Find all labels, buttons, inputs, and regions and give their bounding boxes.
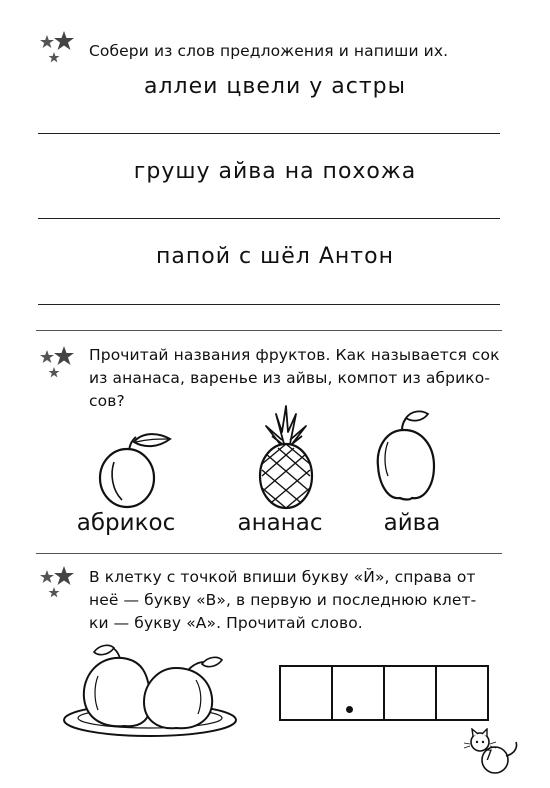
letter-cell-1[interactable] bbox=[281, 667, 333, 719]
letter-cell-4[interactable] bbox=[437, 667, 487, 719]
task2-instruction-line3: сов? bbox=[89, 392, 125, 410]
answer-line-1[interactable] bbox=[38, 133, 500, 134]
task1-instruction: Собери из слов предложения и напиши их. bbox=[89, 42, 449, 60]
task3-instruction-line2: неё — букву «В», в первую и последнюю клет- bbox=[89, 591, 477, 609]
stars-icon bbox=[36, 345, 76, 379]
letter-cell-2-dotted[interactable] bbox=[333, 667, 385, 719]
letter-grid bbox=[279, 665, 489, 721]
quince-icon bbox=[366, 408, 446, 504]
fruit-label-pineapple: ананас bbox=[237, 510, 323, 536]
stars-icon bbox=[36, 30, 76, 64]
scrambled-sentence-3: папой с шёл Антон bbox=[156, 244, 394, 269]
section-divider bbox=[36, 330, 502, 331]
cat-icon bbox=[462, 728, 524, 776]
stars-icon bbox=[36, 565, 76, 599]
answer-line-3[interactable] bbox=[38, 304, 500, 305]
letter-cell-3[interactable] bbox=[385, 667, 437, 719]
task2-instruction-line1: Прочитай названия фруктов. Как называется сок bbox=[89, 346, 500, 364]
fruit-label-apricot: абрикос bbox=[76, 510, 176, 536]
apricot-icon bbox=[96, 430, 176, 512]
answer-line-2[interactable] bbox=[38, 218, 500, 219]
pineapple-icon bbox=[246, 404, 326, 510]
dot-marker bbox=[346, 706, 353, 713]
fruit-label-quince: айва bbox=[383, 510, 441, 536]
task3-instruction-line1: В клетку с точкой впиши букву «Й», справа от bbox=[89, 568, 476, 586]
section-divider bbox=[36, 553, 502, 554]
scrambled-sentence-1: аллеи цвели у астры bbox=[144, 74, 406, 99]
scrambled-sentence-2: грушу айва на похожа bbox=[133, 159, 417, 184]
quinces-on-plate-icon bbox=[58, 640, 244, 740]
task3-instruction-line3: ки — букву «А». Прочитай слово. bbox=[89, 614, 363, 632]
page-number: 7 bbox=[484, 748, 493, 764]
task2-instruction-line2: из ананаса, варенье из айвы, компот из абрико- bbox=[89, 369, 491, 387]
